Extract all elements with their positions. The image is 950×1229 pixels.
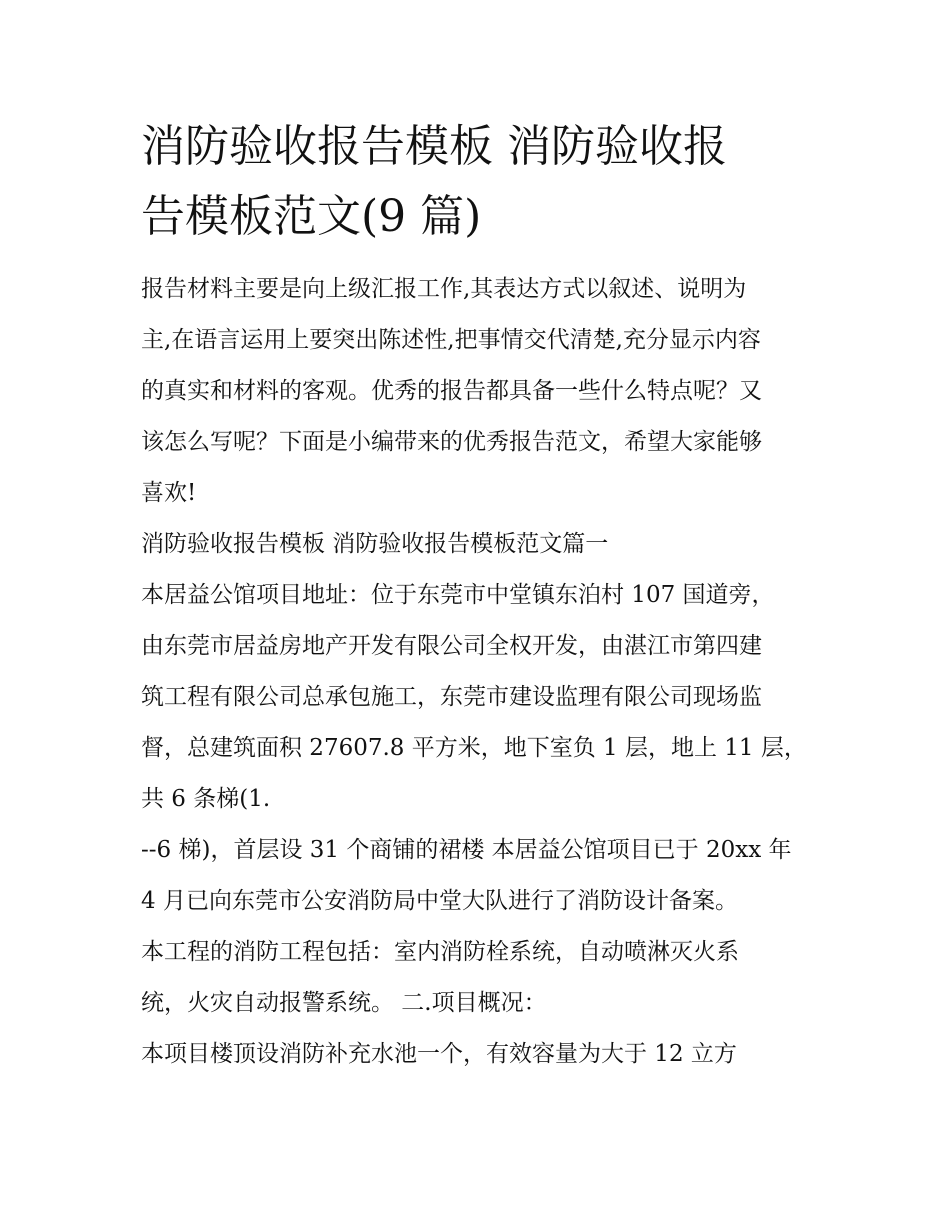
- body-line-13: 4 月已向东莞市公安消防局中堂大队进行了消防设计备案。: [141, 888, 738, 914]
- body-line-15: 统，火灾自动报警系统。 二.项目概况：: [141, 990, 547, 1016]
- body-line-4: 该怎么写呢？下面是小编带来的优秀报告范文，希望大家能够: [141, 429, 762, 455]
- body-line-10: 督，总建筑面积 27607.8 平方米，地下室负 1 层，地上 11 层，: [141, 735, 807, 761]
- title-line-2: 告模板范文(9 篇): [141, 191, 482, 242]
- document-title: [141, 112, 821, 252]
- body-line-16: 本项目楼顶设消防补充水池一个，有效容量为大于 12 立方: [141, 1041, 737, 1067]
- document-body: [141, 264, 821, 1080]
- body-line-1: 报告材料主要是向上级汇报工作,其表达方式以叙述、说明为: [141, 276, 747, 302]
- body-line-5: 喜欢!: [141, 480, 197, 506]
- body-line-7: 本居益公馆项目地址：位于东莞市中堂镇东泊村 107 国道旁，: [141, 582, 775, 608]
- body-line-11: 共 6 条梯(1.: [141, 786, 271, 812]
- body-line-14: 本工程的消防工程包括：室内消防栓系统，自动喷淋灭火系: [141, 939, 739, 965]
- body-line-2: 主,在语言运用上要突出陈述性,把事情交代清楚,充分显示内容: [141, 327, 761, 353]
- document-content: [141, 112, 821, 1080]
- body-line-3: 的真实和材料的客观。优秀的报告都具备一些什么特点呢？又: [141, 378, 762, 404]
- title-line-1: 消防验收报告模板 消防验收报: [141, 121, 727, 172]
- body-line-8: 由东莞市居益房地产开发有限公司全权开发，由湛江市第四建: [141, 633, 762, 659]
- body-line-12: --6 梯)，首层设 31 个商铺的裙楼 本居益公馆项目已于 20xx 年: [141, 837, 792, 863]
- body-line-9: 筑工程有限公司总承包施工，东莞市建设监理有限公司现场监: [141, 684, 762, 710]
- section-heading: 消防验收报告模板 消防验收报告模板范文篇一: [141, 531, 609, 557]
